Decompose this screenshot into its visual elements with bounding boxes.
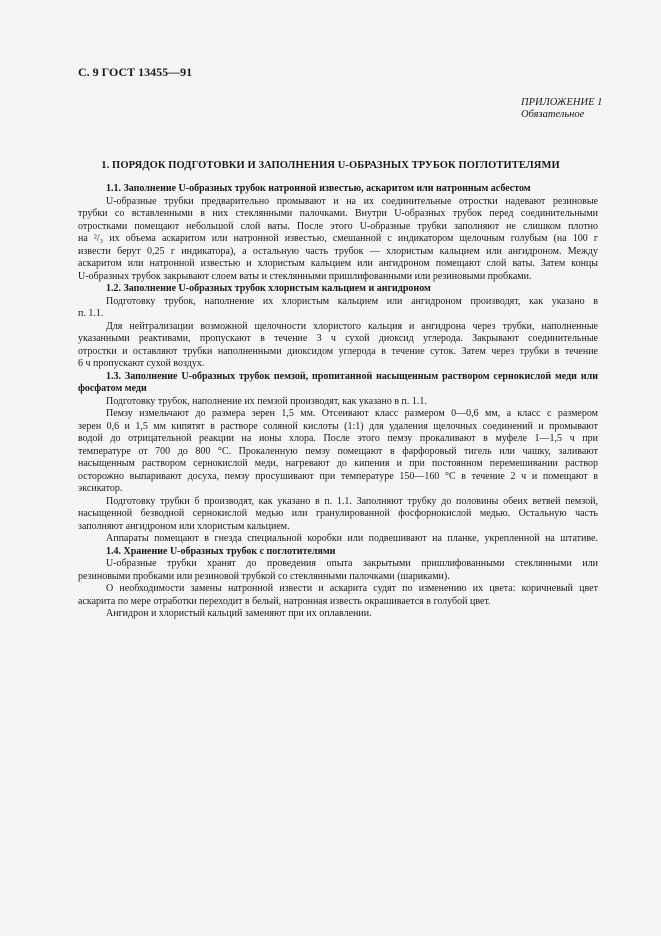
text-line: насыщенным раствором сернокислой меди, нагревают до кипения и при постоянном перемешивании раствор: [78, 458, 598, 469]
text-line: U-образных трубок закрывают слоем ваты и стеклянными пришлифованными или резиновыми пробками.: [78, 270, 532, 282]
text-line: Подготовку трубки б производят, как указано в п. 1.1. Заполняют трубку до половины обеих ветвей пемзой,: [106, 495, 598, 507]
text-line: Подготовку трубок, наполнение их пемзой производят, как указано в п. 1.1.: [106, 395, 427, 407]
text-line: аскаритом или натронной известью и хлористым кальцием или ангидроном помещают слой ваты. Затем концы: [78, 258, 598, 269]
text-line: эксикатор.: [78, 483, 123, 494]
text-line: осторожно выпаривают досуха, пемзу просушивают при температуре 150—160 °С в течение 2 ч и помещают в: [78, 470, 598, 482]
text-line: насыщенной безводной сернокислой медью или гранулированной фосфорнокислой медью. Остальную часть: [78, 508, 598, 519]
text-line: Для нейтрализации возможной щелочности хлористого кальция и ангидрона через трубки, наполненные: [106, 320, 598, 332]
text-line: Ангидрон и хлористый кальций заменяют при их оплавлении.: [106, 608, 372, 619]
section-heading-line: 1.1. Заполнение U-образных трубок натронной известью, аскаритом или натронным асбестом: [106, 183, 531, 194]
document-body: [78, 183, 598, 621]
text-line: U-образные трубки хранят до проведения опыта закрытыми пришлифованными стеклянными или: [106, 558, 598, 569]
text-line: на ²/₃ их объема аскаритом или натронной известью, смешанной с индикатором щелочным голубым (на 100 г: [78, 233, 598, 244]
text-line: аскарита по мере отработки переходит в белый, натронная известь окрашивается в голубой цвет.: [78, 595, 491, 607]
text-line: Пемзу измельчают до размера зерен 1,5 мм. Отсеивают класс размером 0—0,6 мм, а класс с размером: [106, 408, 598, 419]
text-line: водой до отрицательной реакции на ионы хлора. После этого пемзу прокаливают в муфеле 1—1,5 ч при: [78, 433, 598, 444]
section-heading-line: фосфатом меди: [78, 383, 147, 394]
text-line: п. 1.1.: [78, 308, 104, 319]
appendix-status: Обязательное: [521, 109, 585, 120]
page-header: С. 9 ГОСТ 13455—91: [78, 65, 193, 79]
text-line: зерен 0,6 и 1,5 мм кипятят в растворе соляной кислоты (1:1) для удаления щелочных соединений и промывают: [78, 420, 598, 432]
text-line: О необходимости замены натронной извести и аскарита судят по изменению их цвета: коричневый цвет: [106, 583, 598, 594]
text-line: резиновыми пробками или резиновой трубкой со стеклянными палочками (шариками).: [78, 570, 450, 582]
text-line: Подготовку трубок, наполнение их хлористым кальцием или ангидроном производят, как указано в: [106, 295, 598, 307]
section-heading-line: 1.2. Заполнение U-образных трубок хлористым кальцием и ангидроном: [106, 283, 431, 294]
text-line: U-образные трубки предварительно промывают и на их соединительные отростки надевают резиновые: [106, 195, 598, 207]
text-line: указанными реактивами, пропускают в течение 3 ч сухой диоксид углерода. Закрывают соединительные: [78, 333, 598, 344]
text-line: заполняют ангидроном или хлористым кальцием.: [78, 520, 290, 532]
section-title: 1. ПОРЯДОК ПОДГОТОВКИ И ЗАПОЛНЕНИЯ U-ОБРАЗНЫХ ТРУБОК ПОГЛОТИТЕЛЯМИ: [101, 160, 560, 171]
text-line: извести берут 0,25 г индикатора), а остальную часть трубок — хлористым кальцием или ангидроном. Между: [78, 245, 598, 257]
text-line: температуре от 700 до 800 °С. Прокаленную пемзу помещают в фарфоровый тигель или чашку, заливают: [78, 445, 598, 457]
text-line: трубки со вставленными в них стеклянными палочками. Внутри U-образных трубок перед соединительными: [78, 208, 598, 219]
text-line: Аппараты помещают в гнезда специальной коробки или подвешивают на планке, укрепленной на штативе.: [106, 533, 598, 544]
section-heading-line: 1.3. Заполнение U-образных трубок пемзой, пропитанной насыщенным раствором сернокислой меди или: [106, 370, 598, 382]
section-heading-line: 1.4. Хранение U-образных трубок с поглотителями: [106, 545, 336, 557]
appendix-label: ПРИЛОЖЕНИЕ 1: [521, 97, 603, 108]
text-line: отростками помещают небольшой слой ваты. После этого U-образные трубки заполняют не слишком плотно: [78, 220, 598, 232]
appendix-block: [521, 97, 602, 121]
text-line: 6 ч пропускают сухой воздух.: [78, 358, 205, 369]
text-line: отростки и оставляют трубки наполненными диоксидом углерода в течение суток. Затем через трубки в течение: [78, 345, 598, 357]
